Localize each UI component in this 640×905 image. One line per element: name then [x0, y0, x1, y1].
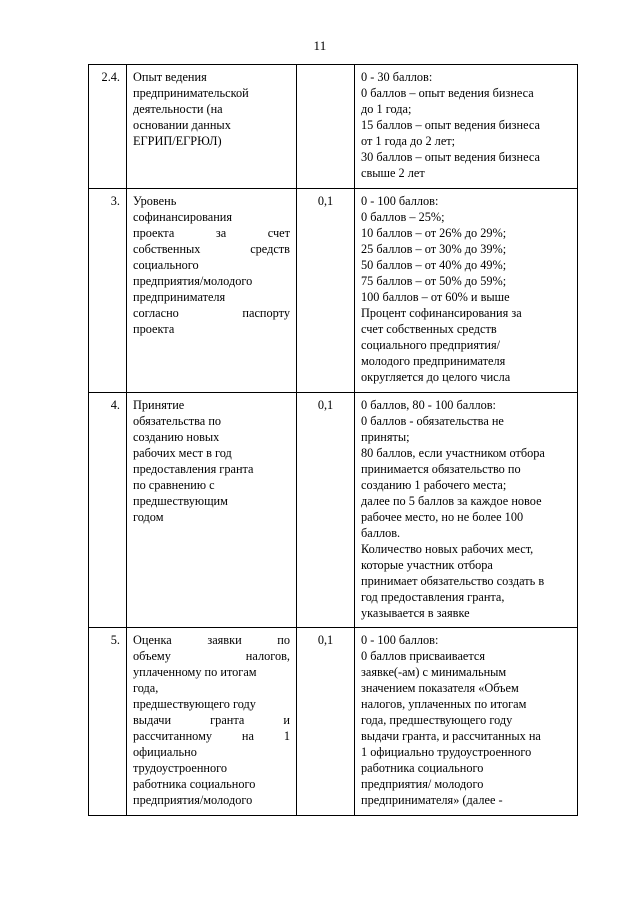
row-weight — [297, 65, 355, 189]
row-weight: 0,1 — [297, 628, 355, 816]
row-scoring: 0 - 30 баллов: 0 баллов – опыт ведения бизнеса до 1 года; 15 баллов – опыт ведения бизнеса от 1 года до 2 лет; 30 баллов – опыт ведения бизнеса свыше 2 лет — [355, 65, 578, 189]
page-number: 11 — [313, 38, 327, 53]
row-scoring: 0 - 100 баллов: 0 баллов присваивается заявке(-ам) с минимальным значением показателя «Объем налогов, уплаченных по итогам года, предшествующего году выдачи гранта, и рассчитанных на 1 официально трудоустроенного работника социального предприятия/ молодого предпринимателя» (далее - — [355, 628, 578, 816]
row-criterion-name: Уровень софинансирования проекта за счет собственных средств социального предприятия/молодого предпринимателя согласно паспорту проекта — [127, 188, 297, 392]
row-number: 2.4. — [89, 65, 127, 189]
row-number: 3. — [89, 188, 127, 392]
row-scoring: 0 - 100 баллов: 0 баллов – 25%; 10 баллов – от 26% до 29%; 25 баллов – от 30% до 39%; 50 баллов – от 40% до 49%; 75 баллов – от 50% до 59%; 100 баллов – от 60% и выше Процент софинансирования за счет собственных средств социального предприятия/ молодого предпринимателя округляется до целого числа — [355, 188, 578, 392]
row-number: 5. — [89, 628, 127, 816]
table-row — [89, 628, 578, 816]
row-number: 4. — [89, 392, 127, 628]
criteria-table-body — [89, 65, 578, 816]
row-weight: 0,1 — [297, 392, 355, 628]
row-scoring: 0 баллов, 80 - 100 баллов: 0 баллов - обязательства не приняты; 80 баллов, если участником отбора принимается обязательство по созданию 1 рабочего места; далее по 5 баллов за каждое новое рабочее место, но не более 100 баллов. Количество новых рабочих мест, которые участник отбора принимает обязательство создать в год предоставления гранта, указывается в заявке — [355, 392, 578, 628]
table-row — [89, 392, 578, 628]
row-criterion-name: Принятие обязательства по созданию новых рабочих мест в год предоставления гранта по сравнению с предшествующим годом — [127, 392, 297, 628]
row-criterion-name: Опыт ведения предпринимательской деятельности (на основании данных ЕГРИП/ЕГРЮЛ) — [127, 65, 297, 189]
row-criterion-name: Оценка заявки по объему налогов, уплаченному по итогам года, предшествующего году выдачи гранта и рассчитанному на 1 официально трудоустроенного работника социального предприятия/молодого — [127, 628, 297, 816]
table-row — [89, 65, 578, 189]
row-weight: 0,1 — [297, 188, 355, 392]
table-row — [89, 188, 578, 392]
criteria-table — [88, 64, 578, 816]
